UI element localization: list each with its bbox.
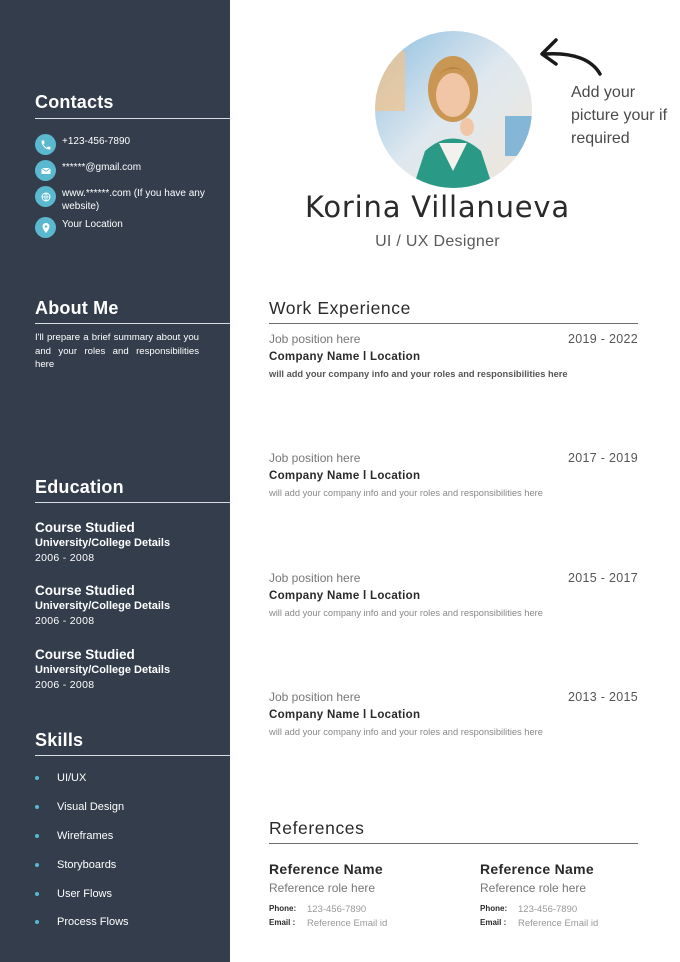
contact-phone <box>35 136 220 155</box>
contact-location-text: Your Location <box>62 219 123 230</box>
bullet-icon <box>35 834 39 838</box>
job-company: Company Name l Location <box>269 590 421 602</box>
phone-label: Phone: <box>480 904 508 913</box>
job-position: Job position here <box>269 571 361 585</box>
skill-item <box>35 888 112 900</box>
email-icon <box>35 160 56 181</box>
education-years: 2006 - 2008 <box>35 615 95 627</box>
reference-phone <box>269 904 449 915</box>
job-dates: 2015 - 2017 <box>567 571 638 585</box>
phone-label: Phone: <box>269 904 297 913</box>
email-label: Email : <box>480 918 507 927</box>
education-heading: Education <box>35 477 124 497</box>
arrow-icon <box>534 34 604 80</box>
contacts-divider <box>35 118 230 119</box>
job-dates: 2017 - 2019 <box>567 451 638 465</box>
profile-photo <box>375 31 532 188</box>
job-entry <box>269 451 638 498</box>
reference-role: Reference role here <box>269 881 376 895</box>
about-divider <box>35 323 230 324</box>
work-divider <box>269 323 638 324</box>
education-item <box>35 582 225 628</box>
reference-email <box>480 918 660 929</box>
phone-value: 123-456-7890 <box>307 904 367 915</box>
skill-item <box>35 859 116 871</box>
education-university: University/College Details <box>35 664 171 676</box>
education-item <box>35 519 225 565</box>
education-years: 2006 - 2008 <box>35 552 95 564</box>
bullet-icon <box>35 863 39 867</box>
education-course: Course Studied <box>35 583 135 598</box>
job-entry <box>269 690 638 737</box>
job-position: Job position here <box>269 451 361 465</box>
education-divider <box>35 502 230 503</box>
contact-location <box>35 219 220 238</box>
education-course: Course Studied <box>35 520 135 535</box>
photo-note: Add your picture your if required <box>571 84 668 147</box>
job-company: Company Name l Location <box>269 351 421 363</box>
skill-item <box>35 830 113 842</box>
email-value: Reference Email id <box>518 918 599 929</box>
job-dates: 2013 - 2015 <box>567 690 638 704</box>
job-position: Job position here <box>269 332 361 346</box>
job-entry <box>269 571 638 618</box>
reference-entry <box>480 861 660 929</box>
about-text: I'll prepare a brief summary about you and your roles and responsibilities here <box>35 332 199 370</box>
skill-label: Process Flows <box>57 916 129 928</box>
job-entry <box>269 332 638 379</box>
job-description: will add your company info and your roles and responsibilities here <box>269 727 543 737</box>
job-company: Company Name l Location <box>269 709 421 721</box>
candidate-name: Korina Villanueva <box>305 190 570 224</box>
education-years: 2006 - 2008 <box>35 679 95 691</box>
job-description: will add your company info and your roles and responsibilities here <box>269 369 568 379</box>
references-divider <box>269 843 638 844</box>
phone-value: 123-456-7890 <box>518 904 578 915</box>
skill-item <box>35 772 86 784</box>
bullet-icon <box>35 805 39 809</box>
references-heading: References <box>269 818 365 838</box>
phone-icon <box>35 134 56 155</box>
job-company: Company Name l Location <box>269 470 421 482</box>
skill-label: Wireframes <box>57 830 114 842</box>
skill-label: Storyboards <box>57 859 117 871</box>
skill-item <box>35 916 129 928</box>
skill-label: Visual Design <box>57 801 125 813</box>
about-heading: About Me <box>35 298 119 318</box>
education-university: University/College Details <box>35 600 171 612</box>
location-icon <box>35 217 56 238</box>
education-university: University/College Details <box>35 537 171 549</box>
skills-divider <box>35 755 230 756</box>
reference-role: Reference role here <box>480 881 587 895</box>
job-description: will add your company info and your roles and responsibilities here <box>269 608 543 618</box>
reference-phone <box>480 904 660 915</box>
reference-name: Reference Name <box>480 861 594 877</box>
job-position: Job position here <box>269 690 361 704</box>
sidebar <box>0 0 230 962</box>
education-course: Course Studied <box>35 647 135 662</box>
reference-name: Reference Name <box>269 861 383 877</box>
contact-phone-text: +123-456-7890 <box>62 136 131 147</box>
job-dates: 2019 - 2022 <box>567 332 638 346</box>
candidate-title: UI / UX Designer <box>375 233 500 250</box>
globe-icon <box>35 186 56 207</box>
skill-label: User Flows <box>57 888 113 900</box>
bullet-icon <box>35 892 39 896</box>
skill-item <box>35 801 124 813</box>
contact-email-text: ******@gmail.com <box>62 162 142 173</box>
email-value: Reference Email id <box>307 918 388 929</box>
work-heading: Work Experience <box>269 298 411 318</box>
contact-website-text: www.******.com (If you have any website) <box>62 188 205 212</box>
bullet-icon <box>35 776 39 780</box>
job-description: will add your company info and your roles and responsibilities here <box>269 488 543 498</box>
bullet-icon <box>35 920 39 924</box>
email-label: Email : <box>269 918 296 927</box>
reference-email <box>269 918 449 929</box>
reference-entry <box>269 861 449 929</box>
education-item <box>35 646 225 692</box>
skills-heading: Skills <box>35 730 84 750</box>
skill-label: UI/UX <box>57 772 87 784</box>
contact-email <box>35 162 220 181</box>
contact-website <box>35 188 220 213</box>
contacts-heading: Contacts <box>35 92 114 112</box>
